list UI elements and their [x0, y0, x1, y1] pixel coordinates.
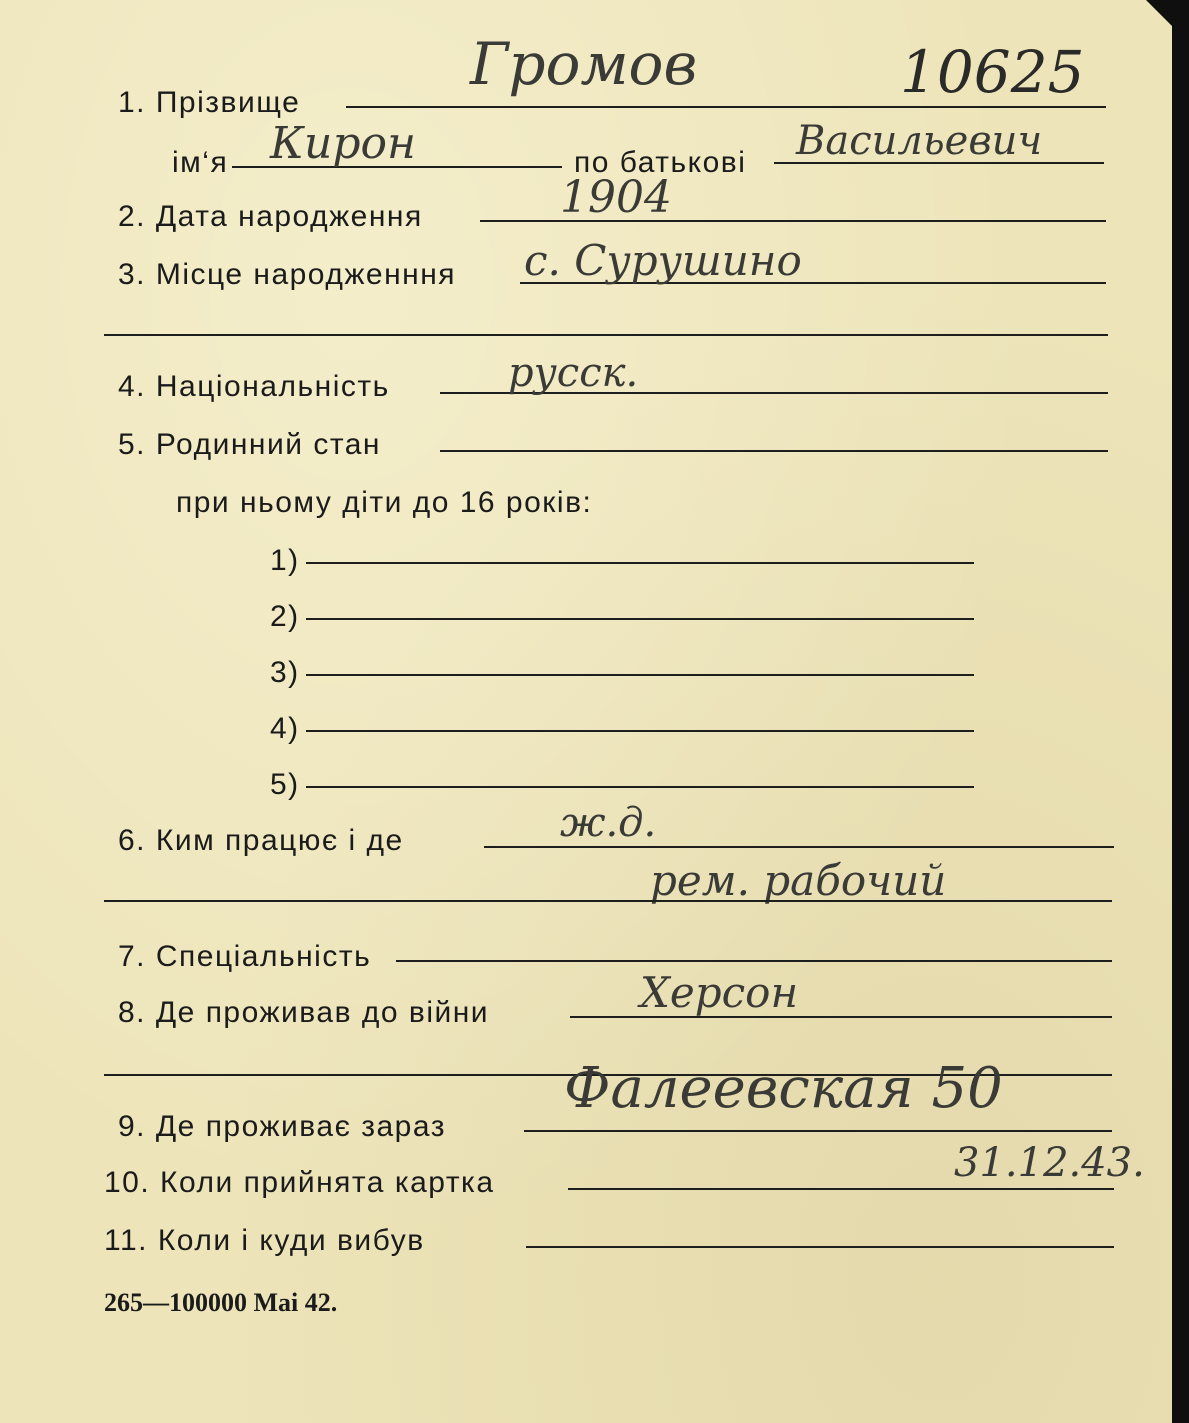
patronymic-value: Васильевич [796, 118, 1043, 164]
card-number: 10625 [900, 38, 1085, 106]
nationality-value: русск. [508, 350, 639, 396]
child-1-label: 1) [270, 544, 300, 577]
specialty-line [396, 960, 1112, 962]
prewar-residence-value: Херсон [640, 968, 799, 1017]
surname-value: Громов [470, 30, 698, 98]
patronymic-label: по батькові [574, 146, 747, 179]
child-5-label: 5) [270, 768, 300, 801]
occupation-line [484, 846, 1114, 848]
marital-status-label: 5. Родинний стан [118, 428, 381, 461]
birth-year-value: 1904 [560, 172, 672, 223]
occupation-label: 6. Ким працює і де [118, 824, 404, 857]
departed-label: 11. Коли і куди вибув [104, 1224, 425, 1257]
departed-line [526, 1246, 1114, 1248]
birth-date-label: 2. Дата народження [118, 200, 423, 233]
child-3-label: 3) [270, 656, 300, 689]
nationality-label: 4. Національність [118, 370, 390, 403]
card-accepted-value: 31.12.43. [954, 1140, 1145, 1186]
child-1-line [306, 562, 974, 564]
birth-place-line-2 [104, 334, 1108, 336]
prewar-residence-label: 8. Де проживав до війни [118, 996, 490, 1029]
first-name-value: Кирон [270, 118, 417, 169]
specialty-label: 7. Спеціальність [118, 940, 372, 973]
current-residence-label: 9. Де проживає зараз [118, 1110, 446, 1143]
current-residence-value: Фалеевская 50 [564, 1056, 1003, 1121]
birth-place-label: 3. Місце народженння [118, 258, 457, 291]
card-accepted-line [568, 1188, 1114, 1190]
current-residence-line [524, 1130, 1112, 1132]
child-4-line [306, 730, 974, 732]
child-5-line [306, 786, 974, 788]
surname-label: 1. Прізвище [118, 86, 301, 119]
child-4-label: 4) [270, 712, 300, 745]
child-2-label: 2) [270, 600, 300, 633]
child-2-line [306, 618, 974, 620]
occupation-value-1: ж.д. [560, 800, 657, 846]
card-accepted-label: 10. Коли прийнята картка [104, 1166, 495, 1199]
child-3-line [306, 674, 974, 676]
occupation-line-2 [104, 900, 1112, 902]
print-mark: 265—100000 Mai 42. [104, 1288, 338, 1317]
occupation-value-2: рем. рабочий [650, 856, 947, 905]
children-label: при ньому діти до 16 років: [176, 486, 593, 519]
surname-line [346, 106, 1106, 108]
marital-status-line [440, 450, 1108, 452]
birth-place-value: с. Сурушино [524, 236, 802, 285]
first-name-label: ім‘я [172, 146, 229, 179]
clipped-corner [1146, 0, 1172, 26]
